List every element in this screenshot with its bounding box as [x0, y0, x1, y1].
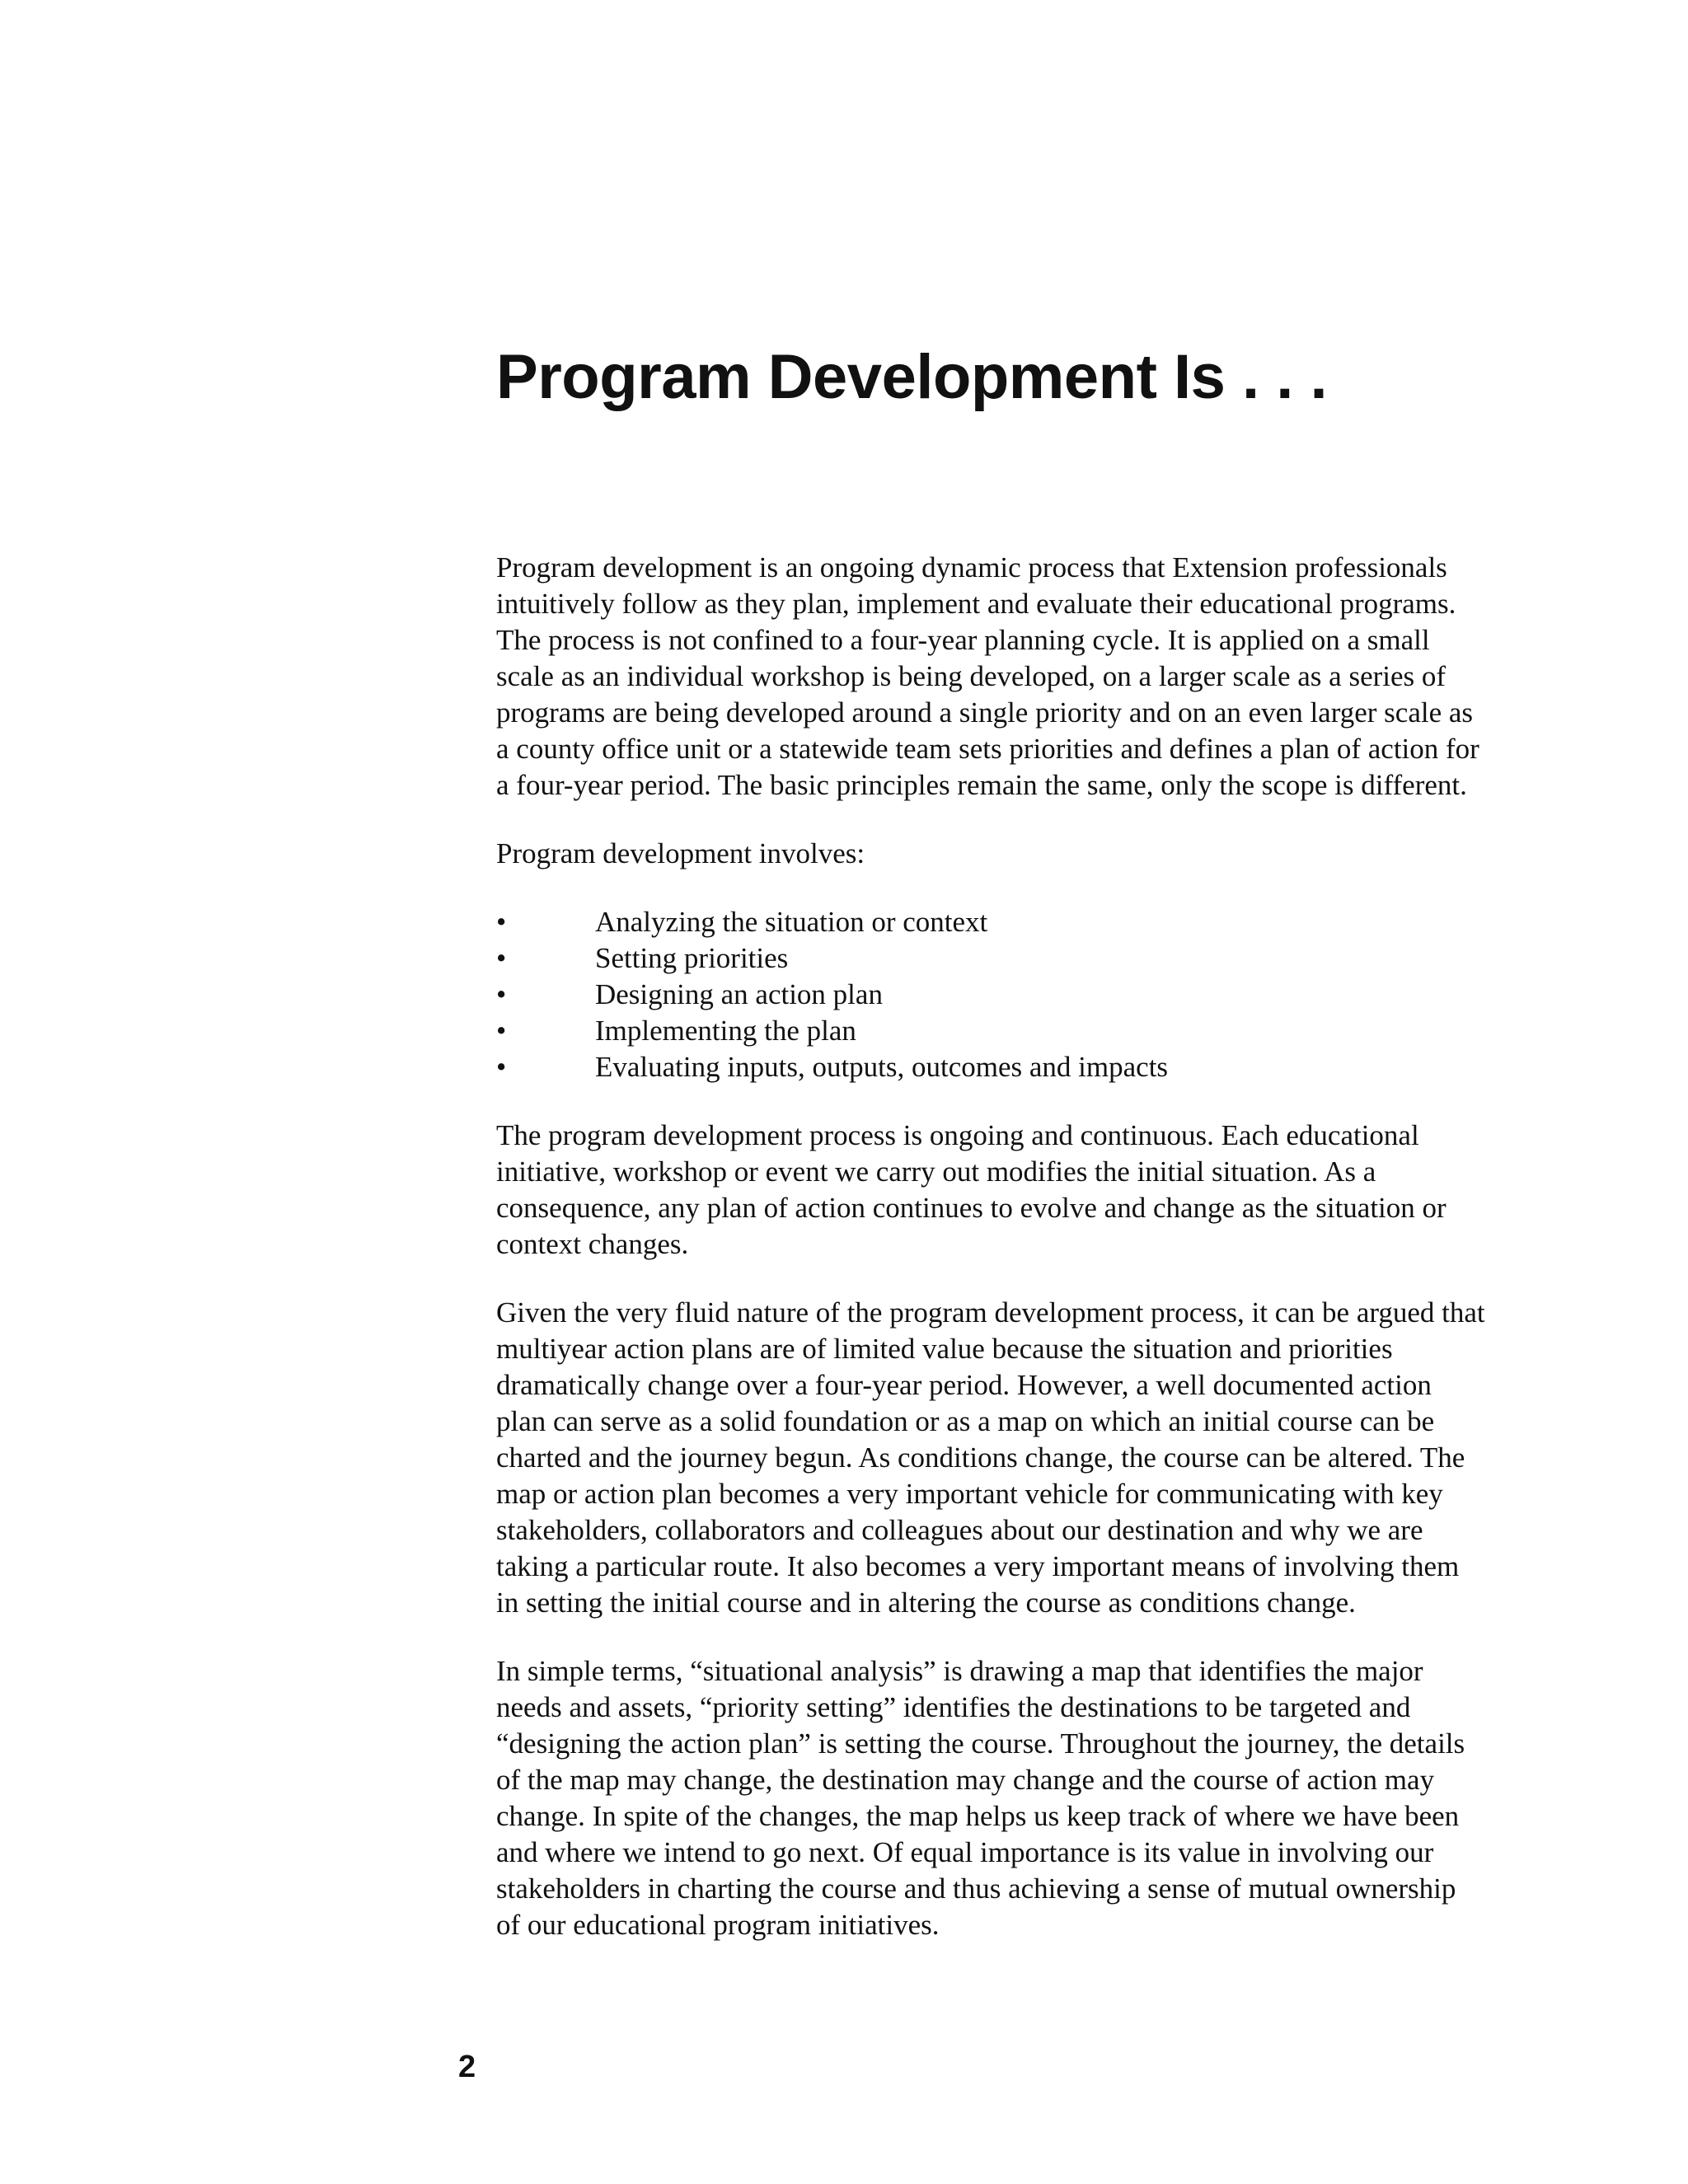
bullet-icon: • [496, 1015, 507, 1047]
page-number: 2 [458, 2050, 476, 2084]
list-item [496, 904, 1485, 940]
list-item-text: Setting priorities [595, 942, 789, 974]
list-item-text: Implementing the plan [595, 1015, 856, 1047]
bullet-icon: • [496, 942, 507, 974]
involves-lead-paragraph: Program development involves: [496, 837, 865, 869]
list-item-text: Designing an action plan [595, 978, 883, 1010]
bullet-icon: • [496, 978, 507, 1010]
bullet-icon: • [496, 906, 507, 938]
simple-terms-paragraph: In simple terms, “situational analysis” is drawing a map that identifies the major needs and assets, “priority setting” identifies the destinations to be targeted and “designing the action plan” is setting the course. Throughout the journey, the details of the map may change, the destination may change and the course of action may change. In spite of the changes, the map helps us keep track of where we have been and where we intend to go next. Of equal importance is its value in involving our stakeholders in charting the course and thus achieving a sense of mutual ownership of our educational program initiatives. [496, 1655, 1465, 1941]
list-item [496, 1049, 1485, 1085]
list-item-text: Analyzing the situation or context [595, 906, 988, 938]
list-item [496, 940, 1485, 977]
ongoing-process-paragraph: The program development process is ongoing and continuous. Each educational initiative, workshop or event we carry out modifies the initial situation. As a consequence, any plan of action continues to evolve and change as the situation or context changes. [496, 1119, 1447, 1260]
fluid-nature-paragraph: Given the very fluid nature of the program development process, it can be argued that multiyear action plans are of limited value because the situation and priorities dramatically change over a four-year period. However, a well documented action plan can serve as a solid foundation or as a map on which an initial course can be charted and the journey begun. As conditions change, the course can be altered. The map or action plan becomes a very important vehicle for communicating with key stakeholders, collaborators and colleagues about our destination and why we are taking a particular route. It also becomes a very important means of involving them in setting the initial course and in altering the course as conditions change. [496, 1296, 1485, 1619]
list-item [496, 1013, 1485, 1049]
intro-paragraph: Program development is an ongoing dynamic process that Extension professionals intuitively follow as they plan, implement and evaluate their educational programs. The process is not confined to a four-year planning cycle. It is applied on a small scale as an individual workshop is being developed, on a larger scale as a series of programs are being developed around a single priority and on an even larger scale as a county office unit or a statewide team sets priorities and defines a plan of action for a four-year period. The basic principles remain the same, only the scope is different. [496, 551, 1479, 801]
bullet-icon: • [496, 1051, 507, 1083]
page-title: Program Development Is . . . [496, 342, 1328, 412]
list-item [496, 977, 1485, 1013]
list-item-text: Evaluating inputs, outputs, outcomes and impacts [595, 1051, 1169, 1083]
body-text [496, 550, 1485, 1975]
involves-bullet-list [496, 904, 1485, 1085]
